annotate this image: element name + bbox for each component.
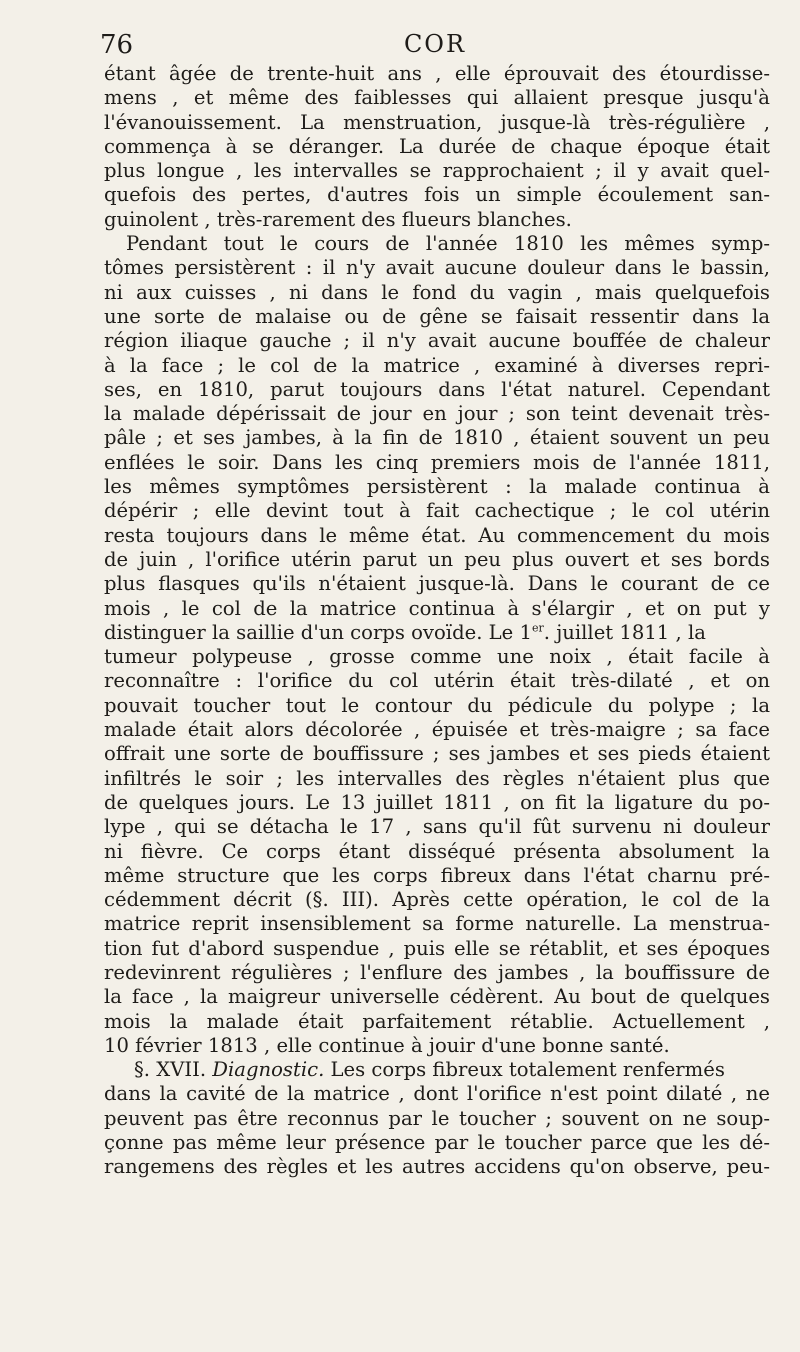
text-line: dans la cavité de la matrice , dont l'orifice n'est point dilaté , ne bbox=[104, 1082, 770, 1106]
text-line: région iliaque gauche ; il n'y avait aucune bouffée de chaleur bbox=[104, 329, 770, 353]
text-line: plus flasques qu'ils n'étaient jusque-là. Dans le courant de ce bbox=[104, 572, 770, 596]
text-line: tômes persistèrent : il n'y avait aucune douleur dans le bassin, bbox=[104, 256, 770, 280]
text-line-with-superscript bbox=[104, 621, 770, 645]
page-number: 76 bbox=[100, 30, 134, 60]
text-line: même structure que les corps fibreux dans l'état charnu pré- bbox=[104, 863, 770, 887]
text-line: pouvait toucher tout le contour du pédicule du polype ; la bbox=[104, 693, 770, 717]
text-line: ni fièvre. Ce corps étant disséqué présenta absolument la bbox=[104, 839, 770, 863]
text-line: lype , qui se détacha le 17 , sans qu'il fût survenu ni douleur bbox=[104, 815, 770, 839]
page-header bbox=[100, 30, 770, 62]
text-line: mois , le col de la matrice continua à s'élargir , et on put y bbox=[104, 596, 770, 620]
section-number: §. XVII. bbox=[134, 1058, 207, 1082]
text-line: quefois des pertes, d'autres fois un simple écoulement san- bbox=[104, 183, 770, 207]
text-line: offrait une sorte de bouffissure ; ses jambes et ses pieds étaient bbox=[104, 742, 770, 766]
text-line: redevinrent régulières ; l'enflure des jambes , la bouffissure de bbox=[104, 960, 770, 984]
text-line: çonne pas même leur présence par le toucher parce que les dé- bbox=[104, 1131, 770, 1155]
text-line: rangemens des règles et les autres accidens qu'on observe, peu- bbox=[104, 1155, 770, 1179]
text-line: à la face ; le col de la matrice , examiné à diverses repri- bbox=[104, 353, 770, 377]
text-line: ni aux cuisses , ni dans le fond du vagin , mais quelquefois bbox=[104, 280, 770, 304]
text-line: 10 février 1813 , elle continue à jouir d'une bonne santé. bbox=[104, 1033, 670, 1057]
ordinal-superscript: er bbox=[531, 621, 544, 635]
text-line: de quelques jours. Le 13 juillet 1811 , on fit la ligature du po- bbox=[104, 790, 770, 814]
text-line: Pendant tout le cours de l'année 1810 les mêmes symp- bbox=[126, 232, 770, 256]
body-text bbox=[104, 62, 770, 1180]
text-line: cédemment décrit (§. III). Après cette opération, le col de la bbox=[104, 888, 770, 912]
text-line: tion fut d'abord suspendue , puis elle se rétablit, et ses époques bbox=[104, 936, 770, 960]
text-line: reconnaître : l'orifice du col utérin était très-dilaté , et on bbox=[104, 669, 770, 693]
section-title: Diagnostic. bbox=[212, 1058, 325, 1082]
text-line: peuvent pas être reconnus par le toucher ; souvent on ne soup- bbox=[104, 1106, 770, 1130]
running-head: COR bbox=[403, 30, 467, 58]
text-line: pâle ; et ses jambes, à la fin de 1810 , étaient souvent un peu bbox=[104, 426, 770, 450]
text-line: ses, en 1810, parut toujours dans l'état naturel. Cependant bbox=[104, 377, 770, 401]
text-line: la face , la maigreur universelle cédèrent. Au bout de quelques bbox=[104, 985, 770, 1009]
section-heading-line bbox=[104, 1058, 770, 1082]
text-line: l'évanouissement. La menstruation, jusque-là très-régulière , bbox=[104, 110, 770, 134]
text-line: étant âgée de trente-huit ans , elle éprouvait des étourdisse- bbox=[104, 62, 770, 85]
text-line: enflées le soir. Dans les cinq premiers mois de l'année 1811, bbox=[104, 450, 770, 474]
text-line: la malade dépérissait de jour en jour ; son teint devenait très- bbox=[104, 402, 770, 426]
text-line-part: distinguer la saillie d'un corps ovoïde. Le 1 bbox=[104, 620, 532, 644]
text-line: les mêmes symptômes persistèrent : la malade continua à bbox=[104, 475, 770, 499]
text-line: de juin , l'orifice utérin parut un peu plus ouvert et ses bords bbox=[104, 547, 770, 571]
text-line: matrice reprit insensiblement sa forme naturelle. La menstrua- bbox=[104, 912, 770, 936]
text-line: tumeur polypeuse , grosse comme une noix , était facile à bbox=[104, 645, 770, 669]
text-line: dépérir ; elle devint tout à fait cachectique ; le col utérin bbox=[104, 499, 770, 523]
text-line: une sorte de malaise ou de gêne se faisait ressentir dans la bbox=[104, 304, 770, 328]
text-line: mens , et même des faiblesses qui allaient presque jusqu'à bbox=[104, 86, 770, 110]
text-line: resta toujours dans le même état. Au commencement du mois bbox=[104, 523, 770, 547]
text-line: malade était alors décolorée , épuisée et très-maigre ; sa face bbox=[104, 718, 770, 742]
text-line: commença à se déranger. La durée de chaque époque était bbox=[104, 134, 770, 158]
text-line: guinolent , très-rarement des flueurs blanches. bbox=[104, 207, 572, 231]
text-line-part: . juillet 1811 , la bbox=[543, 620, 706, 644]
text-line: plus longue , les intervalles se rapprochaient ; il y avait quel- bbox=[104, 159, 770, 183]
text-line-part: Les corps fibreux totalement renfermés bbox=[330, 1058, 725, 1082]
text-line: mois la malade était parfaitement rétablie. Actuellement , bbox=[104, 1009, 770, 1033]
text-line: infiltrés le soir ; les intervalles des règles n'étaient plus que bbox=[104, 766, 770, 790]
